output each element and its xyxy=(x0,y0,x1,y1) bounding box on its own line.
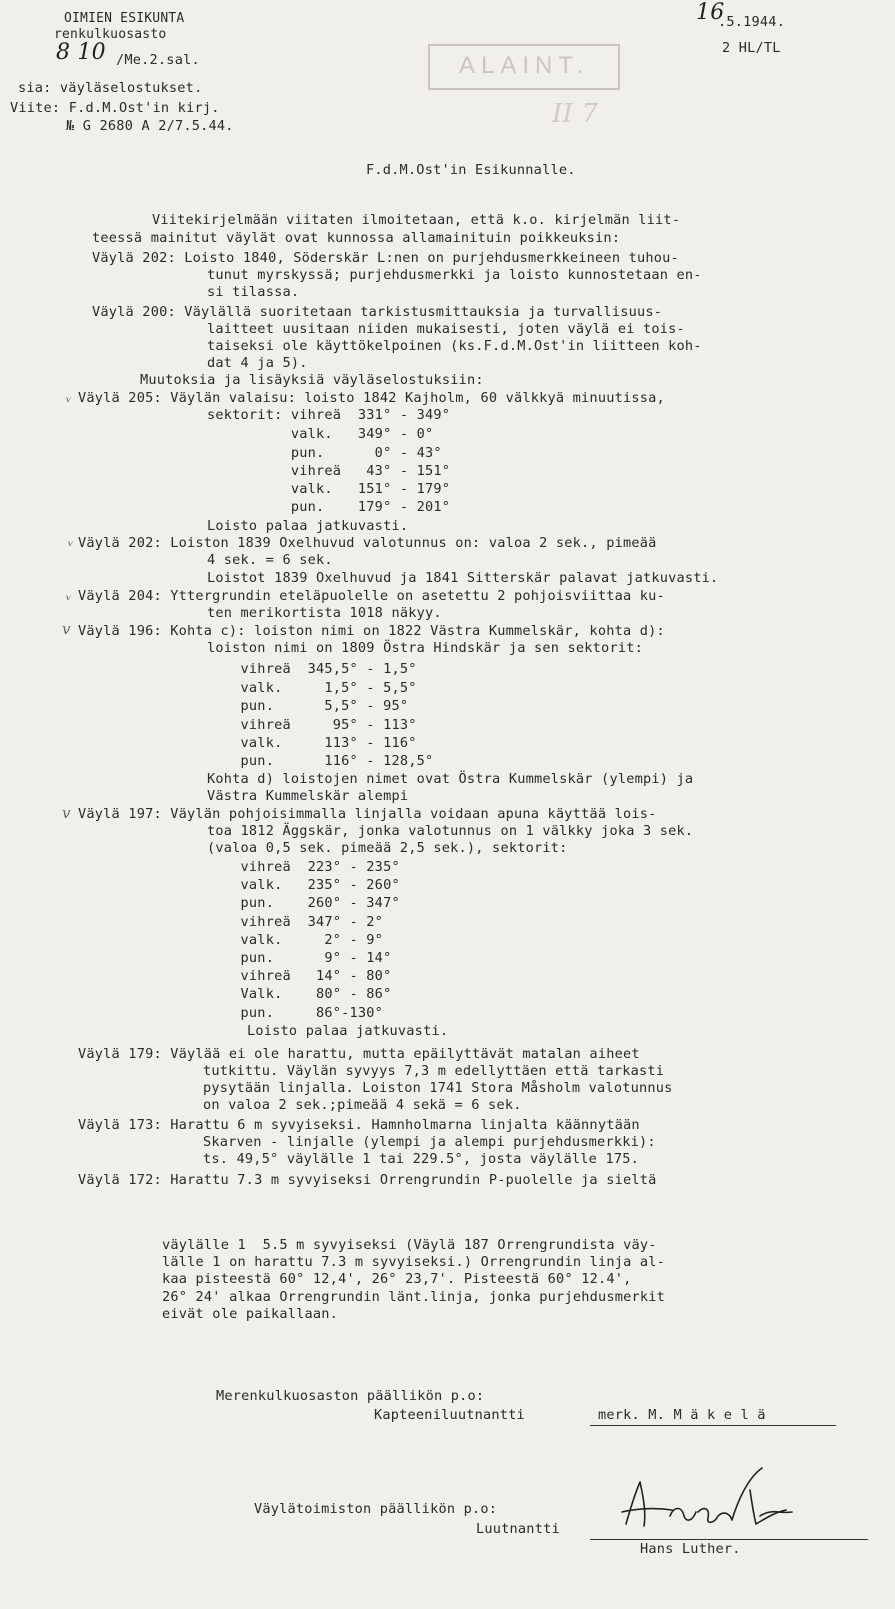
reference-line-2: № G 2680 A 2/7.5.44. xyxy=(66,118,234,134)
body-line: tutkittu. Väylän syvyys 7,3 m edellyttäen että tarkasti xyxy=(203,1063,665,1079)
body-line: lälle 1 on harattu 7.3 m syvyiseksi.) Orrengrundin linja al- xyxy=(162,1254,666,1270)
body-line: Väylä 179: Väylää ei ole harattu, mutta epäilyttävät matalan aiheet xyxy=(78,1046,640,1062)
margin-tick-mark: ᵥ xyxy=(68,532,74,550)
org-line-1: OIMIEN ESIKUNTA xyxy=(64,11,185,26)
margin-tick-mark: ᵥ xyxy=(66,586,72,604)
body-line: vihreä 345,5° - 1,5° xyxy=(207,661,417,677)
body-line: loiston nimi on 1809 Östra Hindskär ja sen sektorit: xyxy=(207,640,643,656)
signature-1-title: Merenkulkuosaston päällikön p.o: xyxy=(216,1388,485,1404)
body-line: Väylä 204: Yttergrundin eteläpuolelle on asetettu 2 pohjoisviittaa ku- xyxy=(78,588,665,604)
margin-tick-mark: v xyxy=(62,620,71,638)
body-line: Väylä 200: Väylällä suoritetaan tarkistusmittauksia ja turvallisuus- xyxy=(92,304,663,320)
signature-2-line xyxy=(590,1539,868,1540)
body-line: 4 sek. = 6 sek. xyxy=(207,552,333,568)
reference-line-1: Viite: F.d.M.Ost'in kirj. xyxy=(10,100,220,116)
body-line: pun. 9° - 14° xyxy=(207,950,392,966)
date-suffix: .5.1944. xyxy=(718,14,786,30)
body-line: pun. 86°-130° xyxy=(207,1005,384,1021)
body-line: valk. 349° - 0° xyxy=(207,426,434,442)
ref-suffix: /Me.2.sal. xyxy=(116,52,200,68)
body-line: Västra Kummelskär alempi xyxy=(207,788,409,804)
office-code: 2 HL/TL xyxy=(722,40,781,56)
body-line: Loisto palaa jatkuvasti. xyxy=(207,518,409,534)
body-line: Väylä 202: Loisto 1840, Söderskär L:nen on purjehdusmerkkeineen tuhou- xyxy=(92,250,679,266)
addressee: F.d.M.Ost'in Esikunnalle. xyxy=(366,162,576,178)
body-line: sektorit: vihreä 331° - 349° xyxy=(207,407,451,423)
body-line: Kohta d) loistojen nimet ovat Östra Kummelskär (ylempi) ja xyxy=(207,771,694,787)
body-line: Väylä 202: Loiston 1839 Oxelhuvud valotunnus on: valoa 2 sek., pimeää xyxy=(78,535,657,551)
body-line: eivät ole paikallaan. xyxy=(162,1306,339,1322)
body-line: vihreä 95° - 113° xyxy=(207,717,417,733)
body-line: Väylä 197: Väylän pohjoisimmalla linjalla voidaan apuna käyttää lois- xyxy=(78,806,657,822)
stamp-mark: II 7 xyxy=(552,99,599,129)
margin-tick-mark: ᵥ xyxy=(66,388,72,406)
body-line: toa 1812 Äggskär, jonka valotunnus on 1 välkky joka 3 sek. xyxy=(207,823,694,839)
handwritten-signature xyxy=(600,1460,800,1540)
signature-2-name: Hans Luther. xyxy=(640,1541,741,1557)
body-line: Viitekirjelmään viitaten ilmoitetaan, että k.o. kirjelmän liit- xyxy=(152,212,681,228)
body-line: ten merikortista 1018 näkyy. xyxy=(207,605,442,621)
received-stamp: ALAINT. xyxy=(428,44,620,90)
body-line: Muutoksia ja lisäyksiä väyläselostuksiin: xyxy=(140,372,484,388)
ref-number-handwritten: 8 10 xyxy=(56,40,106,65)
body-line: Väylä 172: Harattu 7.3 m syvyiseksi Orrengrundin P-puolelle ja sieltä xyxy=(78,1172,657,1188)
body-line: Valk. 80° - 86° xyxy=(207,986,392,1002)
body-line: (valoa 0,5 sek. pimeää 2,5 sek.), sektorit: xyxy=(207,840,568,856)
body-line: valk. 2° - 9° xyxy=(207,932,384,948)
body-line: Väylä 173: Harattu 6 m syvyiseksi. Hamnholmarna linjalta käännytään xyxy=(78,1117,640,1133)
body-line: taiseksi ole käyttökelpoinen (ks.F.d.M.Ost'in liitteen koh- xyxy=(207,338,702,354)
body-line: on valoa 2 sek.;pimeää 4 sekä = 6 sek. xyxy=(203,1097,522,1113)
signature-2-rank: Luutnantti xyxy=(476,1521,560,1537)
body-line: vihreä 14° - 80° xyxy=(207,968,392,984)
body-line: dat 4 ja 5). xyxy=(207,355,308,371)
signature-2-title: Väylätoimiston päällikön p.o: xyxy=(254,1501,498,1517)
body-line: pun. 5,5° - 95° xyxy=(207,698,409,714)
body-line: pun. 260° - 347° xyxy=(207,895,400,911)
body-line: Skarven - linjalle (ylempi ja alempi purjehdusmerkki): xyxy=(203,1134,656,1150)
org-line-2: renkulkuosasto xyxy=(54,27,167,42)
body-line: pysytään linjalla. Loiston 1741 Stora Måsholm valotunnus xyxy=(203,1080,673,1096)
subject-line: sia: väyläselostukset. xyxy=(18,80,203,96)
body-line: pun. 116° - 128,5° xyxy=(207,753,434,769)
body-line: vihreä 43° - 151° xyxy=(207,463,451,479)
body-line: 26° 24' alkaa Orrengrundin länt.linja, jonka purjehdusmerkit xyxy=(162,1289,666,1305)
body-line: valk. 113° - 116° xyxy=(207,735,417,751)
body-line: Loisto palaa jatkuvasti. xyxy=(247,1023,449,1039)
body-line: vihreä 347° - 2° xyxy=(207,914,384,930)
signature-1-line xyxy=(590,1425,836,1426)
body-line: valk. 151° - 179° xyxy=(207,481,451,497)
body-line: vihreä 223° - 235° xyxy=(207,859,400,875)
body-line: tunut myrskyssä; purjehdusmerkki ja loisto kunnostetaan en- xyxy=(207,267,702,283)
body-line: Väylä 205: Väylän valaisu: loisto 1842 Kajholm, 60 välkkyä minuutissa, xyxy=(78,390,665,406)
body-line: ts. 49,5° väylälle 1 tai 229.5°, josta väylälle 175. xyxy=(203,1151,639,1167)
body-line: valk. 235° - 260° xyxy=(207,877,400,893)
body-line: valk. 1,5° - 5,5° xyxy=(207,680,417,696)
body-line: teessä mainitut väylät ovat kunnossa allamainituin poikkeuksin: xyxy=(92,230,621,246)
body-line: väylälle 1 5.5 m syvyiseksi (Väylä 187 Orrengrundista väy- xyxy=(162,1237,657,1253)
body-line: Loistot 1839 Oxelhuvud ja 1841 Sitterskär palavat jatkuvasti. xyxy=(207,570,719,586)
body-line: Väylä 196: Kohta c): loiston nimi on 1822 Västra Kummelskär, kohta d): xyxy=(78,623,665,639)
signature-1-name: merk. M. M ä k e l ä xyxy=(598,1407,766,1423)
body-line: pun. 0° - 43° xyxy=(207,445,442,461)
date-day-handwritten: 16 xyxy=(696,0,725,25)
margin-tick-mark: v xyxy=(62,804,71,822)
body-line: laitteet uusitaan niiden mukaisesti, joten väylä ei tois- xyxy=(207,321,685,337)
body-line: kaa pisteestä 60° 12,4', 26° 23,7'. Pisteestä 60° 12.4', xyxy=(162,1271,632,1287)
body-line: si tilassa. xyxy=(207,284,300,300)
signature-1-rank: Kapteeniluutnantti xyxy=(374,1407,525,1423)
body-line: pun. 179° - 201° xyxy=(207,499,451,515)
